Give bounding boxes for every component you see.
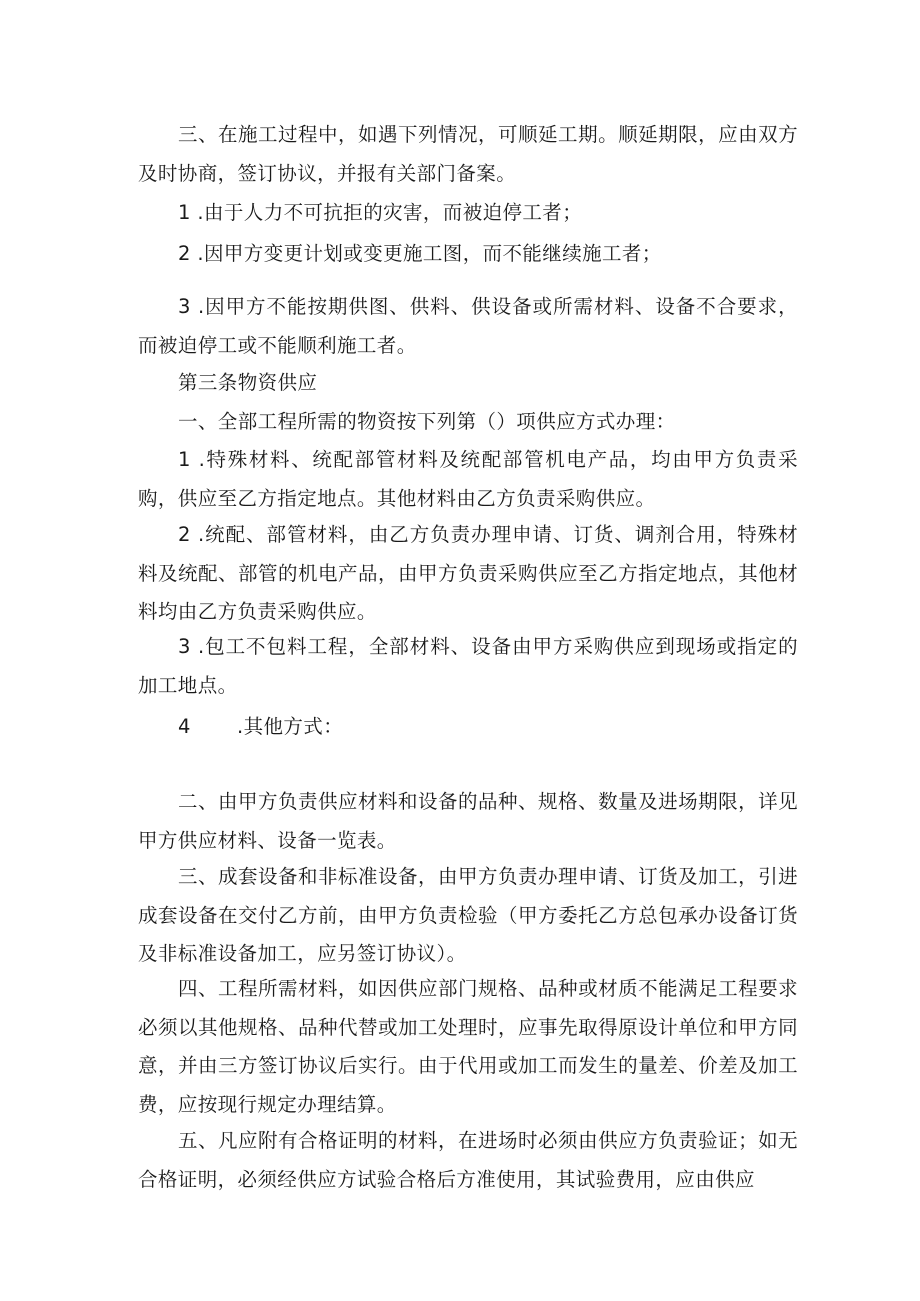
paragraph-item-1-force-majeure: 1 .由于人力不可抗拒的灾害，而被迫停工者； [178, 201, 583, 224]
paragraph-item-2-plan-change: 2 .因甲方变更计划或变更施工图，而不能继续施工者； [178, 242, 662, 265]
paragraph-item-3-complete-equipment: 三、成套设备和非标准设备，由甲方负责办理申请、订货及加工，引进成套设备在交付乙方前，由甲方负责检验（甲方委托乙方总包承办设备订货及非标准设备加工，应另签订协议）。 [138, 865, 798, 965]
paragraph-item-5-certification: 五、凡应附有合格证明的材料，在进场时必须由供应方负责验证；如无合格证明，必须经供应方试验合格后方准使用，其试验费用，应由供应 [138, 1129, 798, 1191]
paragraph-supply-methods-intro: 一、全部工程所需的物资按下列第（）项供应方式办理： [178, 410, 676, 433]
paragraph-supply-method-3: 3 .包工不包料工程，全部材料、设备由甲方采购供应到现场或指定的加工地点。 [138, 635, 798, 697]
section-heading-article-3: 第三条物资供应 [178, 371, 318, 394]
paragraph-item-4-material-substitution: 四、工程所需材料，如因供应部门规格、品种或材质不能满足工程要求必须以其他规格、品种代替或加工处理时，应事先取得原设计单位和甲方同意，并由三方签订协议后实行。由于代用或加工而发生的量差、价差及加工费，应按现行规定办理结算。 [138, 977, 798, 1116]
paragraph-item-2-supply-list: 二、由甲方负责供应材料和设备的品种、规格、数量及进场期限，详见甲方供应材料、设备一览表。 [138, 790, 798, 852]
paragraph-extension-clause: 三、在施工过程中，如遇下列情况，可顺延工期。顺延期限，应由双方及时协商，签订协议，并报有关部门备案。 [138, 123, 798, 185]
paragraph-supply-method-2: 2 .统配、部管材料，由乙方负责办理申请、订货、调剂合用，特殊材料及统配、部管的机电产品，由甲方负责采购供应至乙方指定地点，其他材料均由乙方负责采购供应。 [138, 523, 798, 623]
paragraph-supply-method-4: 4 .其他方式： [178, 715, 344, 738]
paragraph-supply-method-1: 1 .特殊材料、统配部管材料及统配部管机电产品，均由甲方负责采购，供应至乙方指定地点。其他材料由乙方负责采购供应。 [138, 448, 798, 510]
paragraph-item-3-supply-delay: 3 .因甲方不能按期供图、供料、供设备或所需材料、设备不合要求，而被迫停工或不能顺利施工者。 [138, 295, 798, 357]
